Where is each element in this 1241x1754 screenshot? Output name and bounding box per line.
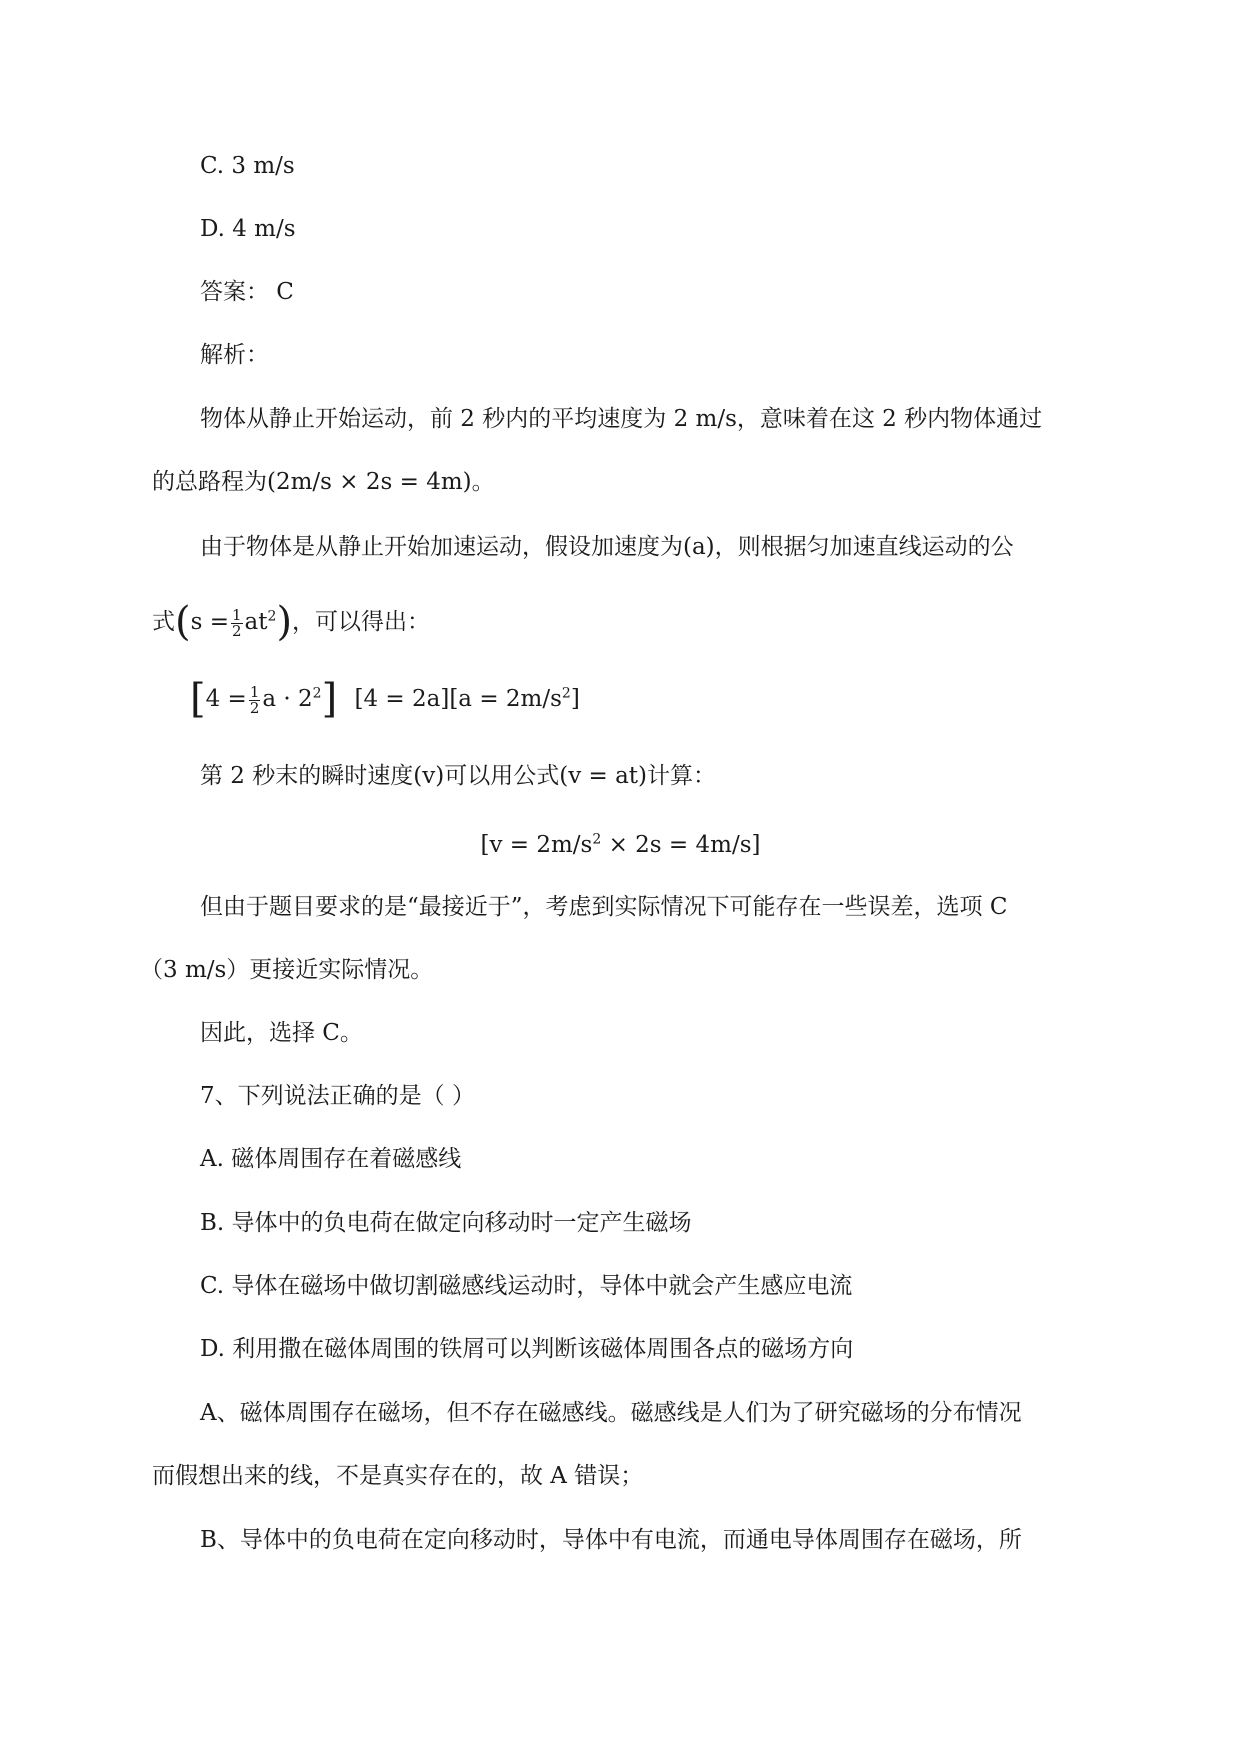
fraction-denominator: 2 <box>232 621 242 640</box>
math-eq-b: [4 = 2a] <box>354 686 450 712</box>
text: 。 <box>471 469 495 495</box>
text: 第 2 秒末的瞬时速度 <box>200 763 414 789</box>
math-formula: (v = at) <box>559 763 648 789</box>
paragraph-3 <box>200 760 716 792</box>
fraction <box>231 605 243 640</box>
paragraph-2-line-1 <box>200 531 1014 563</box>
math-at: at <box>244 609 268 635</box>
math-eq-d: [v = 2m/s <box>480 832 593 858</box>
paragraph-1-line-2 <box>152 466 495 498</box>
math-left: 4 = <box>205 686 247 712</box>
option-d: D. 4 m/s <box>200 216 296 242</box>
solution-a-line-2: 而假想出来的线，不是真实存在的，故 A 错误； <box>152 1463 644 1489</box>
option-c: C. 3 m/s <box>200 153 295 179</box>
fraction-numerator: 1 <box>232 605 242 624</box>
question-7-option-a: A. 磁体周围存在着磁感线 <box>200 1146 462 1172</box>
fraction-denominator: 2 <box>249 698 260 717</box>
analysis-label: 解析： <box>200 342 269 368</box>
math-s: s = <box>190 609 229 635</box>
text: 由于物体是从静止开始加速运动，假设加速度为 <box>200 534 683 560</box>
fraction-numerator: 1 <box>249 682 260 701</box>
right-bracket: ] <box>321 676 338 722</box>
right-paren: ) <box>276 599 293 645</box>
solution-a-line-1: A、磁体周围存在磁场，但不存在磁感线。磁感线是人们为了研究磁场的分布情况 <box>200 1400 1022 1426</box>
math-v: (v) <box>413 763 445 789</box>
solution-b-line-1: B、导体中的负电荷在定向移动时，导体中有电流，而通电导体周围存在磁场，所 <box>200 1527 1022 1553</box>
math-right: a · 2 <box>262 686 313 712</box>
math-inline: (a) <box>683 534 715 560</box>
text: ，可以得出： <box>292 609 431 635</box>
exponent: 2 <box>312 685 322 702</box>
equation-line-1 <box>190 676 580 722</box>
paragraph-2-line-2 <box>152 599 431 645</box>
exponent: 2 <box>592 831 602 848</box>
question-7-option-d: D. 利用撒在磁体周围的铁屑可以判断该磁体周围各点的磁场方向 <box>200 1336 854 1362</box>
paragraph-4-line-1: 但由于题目要求的是“最接近于”，考虑到实际情况下可能存在一些误差，选项 C <box>200 894 1008 920</box>
conclusion: 因此，选择 C。 <box>200 1020 363 1046</box>
text: 式 <box>152 609 175 635</box>
text: 可以用公式 <box>444 763 560 789</box>
exponent: 2 <box>267 608 277 625</box>
fraction <box>249 682 261 717</box>
exponent: 2 <box>561 685 571 702</box>
math-eq-c-end: ] <box>570 686 580 712</box>
math-eq-c: [a = 2m/s <box>449 686 562 712</box>
question-7-option-b: B. 导体中的负电荷在做定向移动时一定产生磁场 <box>200 1210 692 1236</box>
equation-line-2 <box>0 829 1241 861</box>
left-paren: ( <box>175 599 191 645</box>
math-eq-d-end: × 2s = 4m/s] <box>601 832 761 858</box>
text: ，则根据匀加速直线运动的公 <box>714 534 1014 560</box>
answer-line: 答案： C <box>200 279 294 305</box>
question-7-option-c: C. 导体在磁场中做切割磁感线运动时，导体中就会产生感应电流 <box>200 1273 853 1299</box>
text: 的总路程为 <box>152 469 267 495</box>
question-7: 7、下列说法正确的是（ ） <box>200 1083 475 1109</box>
text: 计算： <box>647 763 717 789</box>
left-bracket: [ <box>190 676 206 722</box>
paragraph-4-line-2: （3 m/s）更接近实际情况。 <box>140 957 434 983</box>
math-inline: (2m/s × 2s = 4m) <box>267 469 472 495</box>
paragraph-1-line-1: 物体从静止开始运动，前 2 秒内的平均速度为 2 m/s，意味着在这 2 秒内物体通过 <box>200 406 1043 432</box>
